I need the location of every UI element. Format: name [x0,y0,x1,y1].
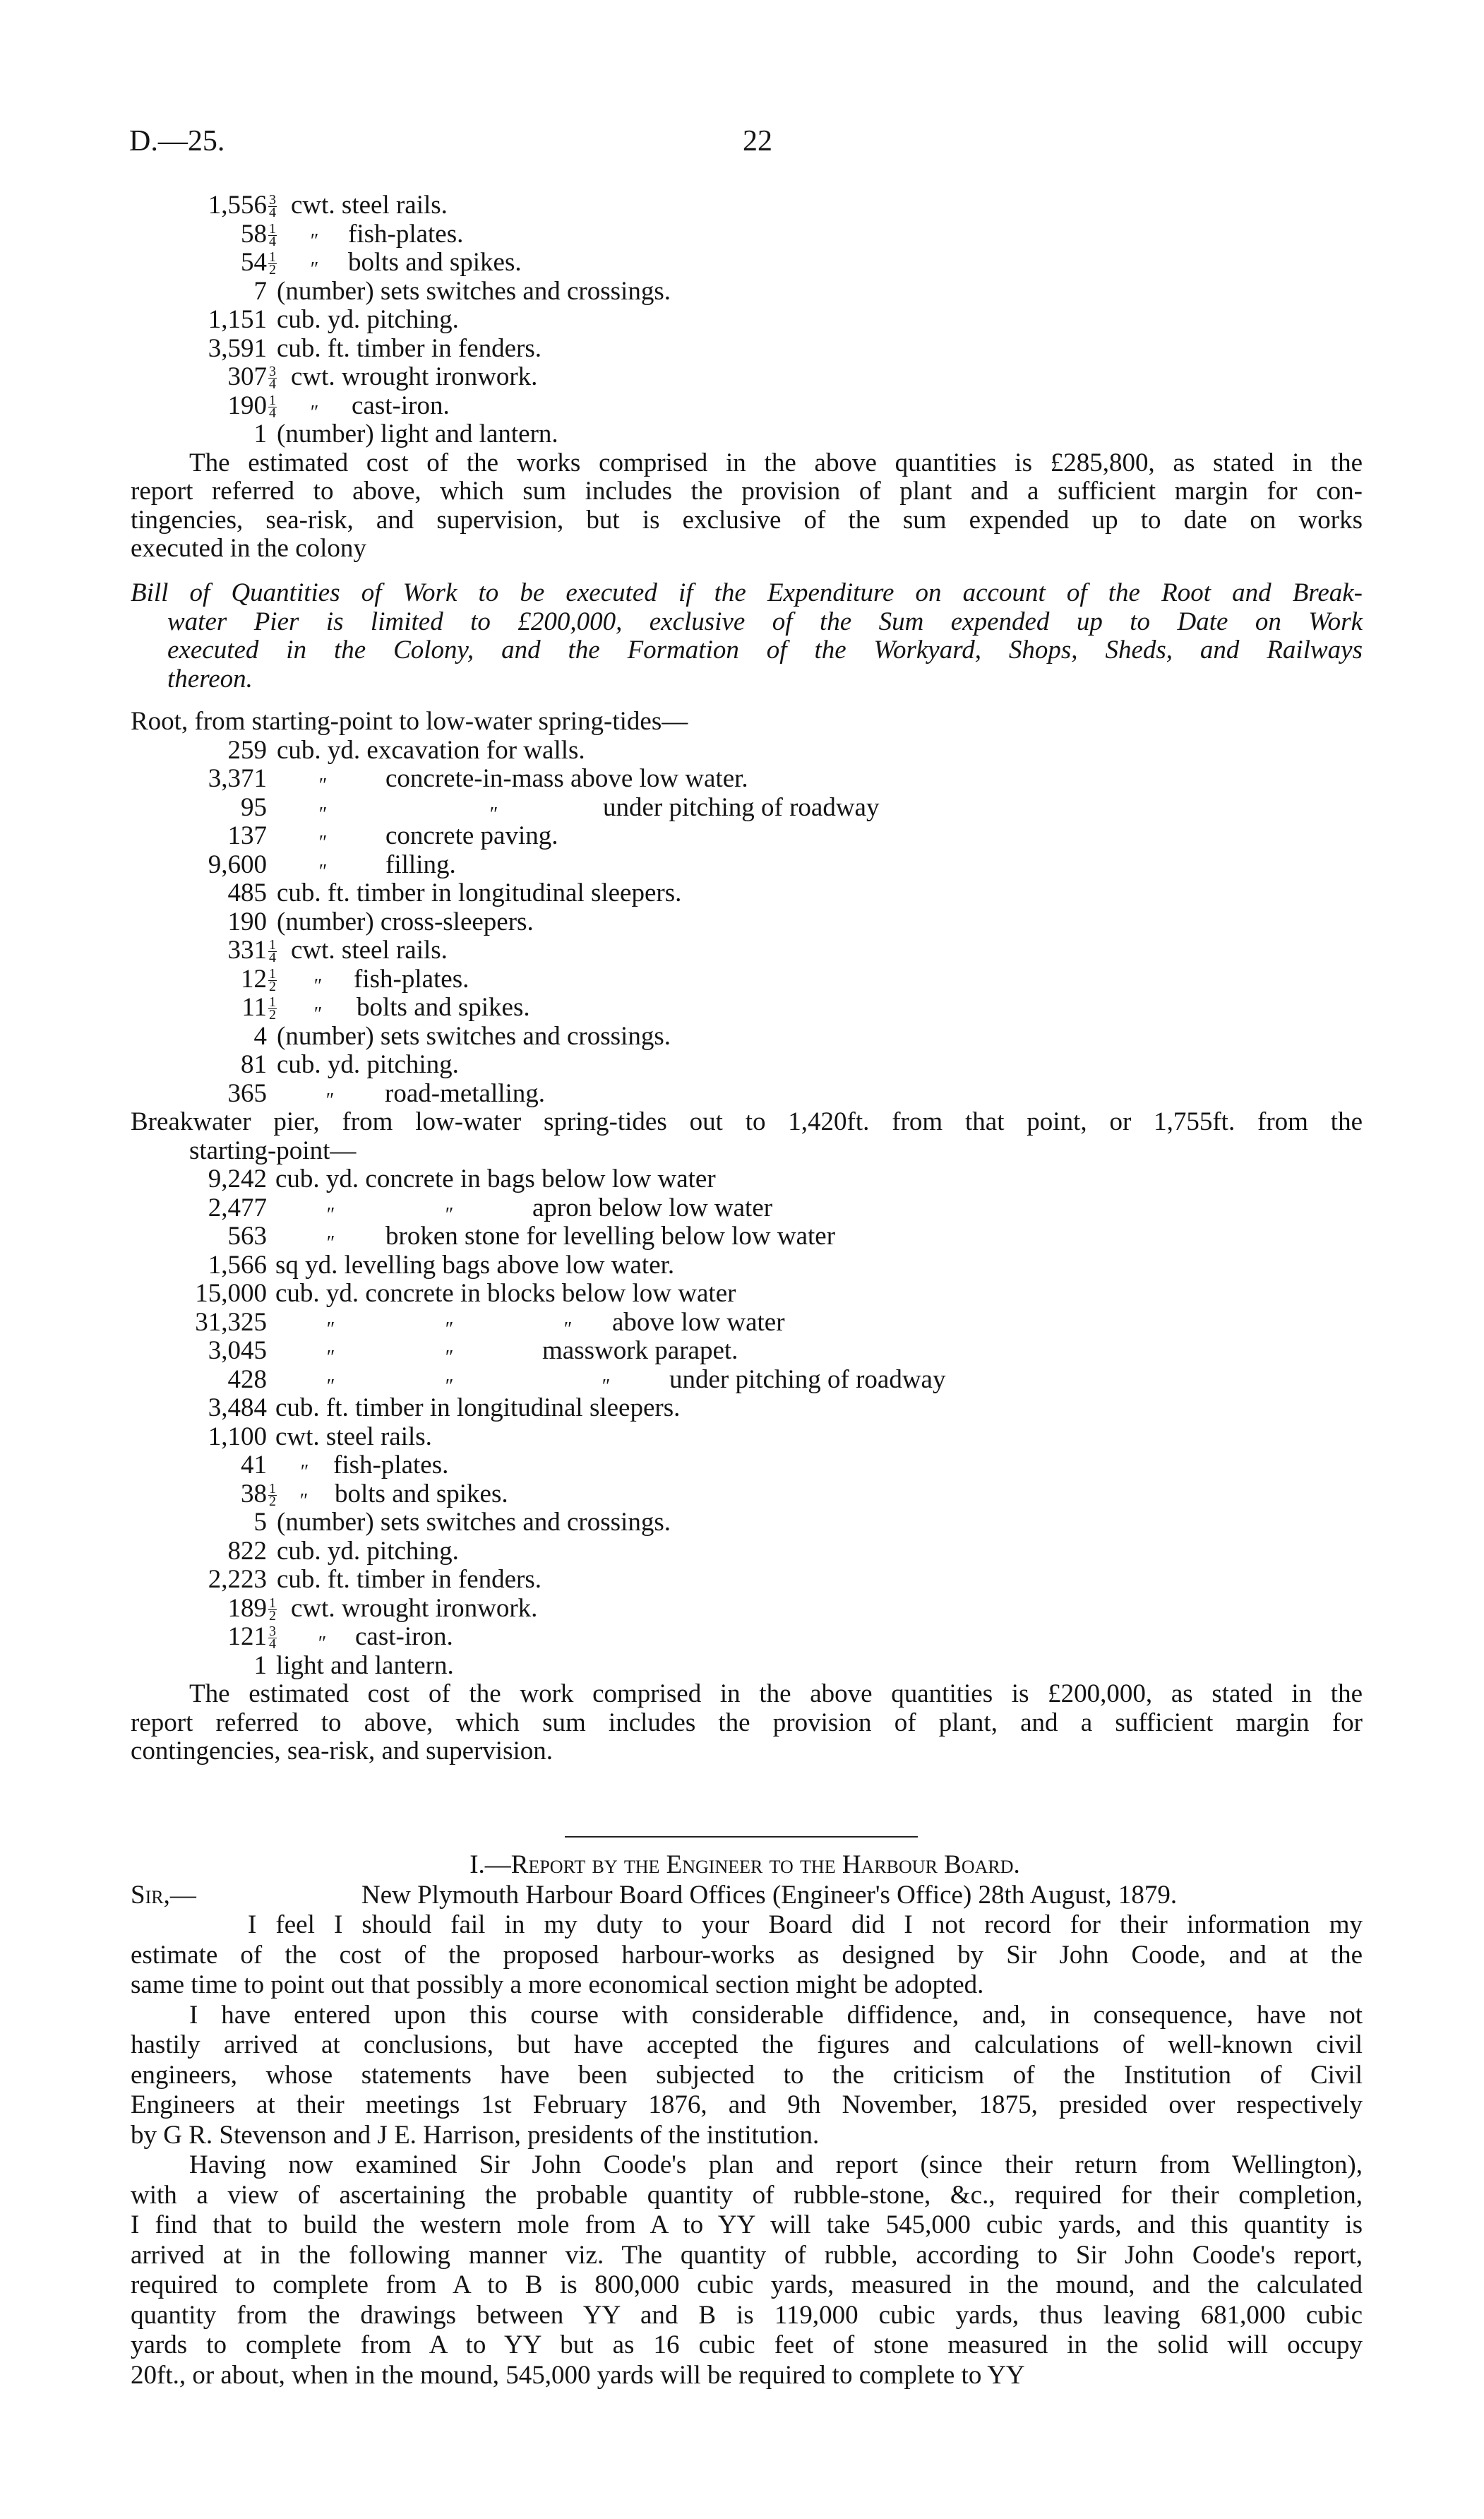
ditto-mark: ″ [444,1203,453,1226]
paragraph-line: tingencies, sea-risk, and supervision, but is exclusive of the sum expended up to date on works [131,505,1363,535]
fraction-denominator: 2 [269,978,276,994]
ditto-mark: ″ [313,1004,321,1025]
paragraph-line: with a view of ascertaining the probable quantity of rubble-stone, &c., required for their completion, [131,2180,1363,2210]
list-item [0,1566,1484,1594]
ditto-mark: ″ [309,230,318,252]
quantity-fraction [268,1626,277,1650]
quantity-fraction [268,1597,277,1622]
quantity-fraction [268,392,277,421]
item-description: (number) sets switches and crossings. [277,1021,671,1051]
quantity-fraction [268,965,277,994]
ditto-mark: ″ [318,775,326,797]
item-quantity: 822 [227,1536,267,1566]
ditto-mark: ″ [313,975,321,997]
item-quantity: 38 [241,1479,267,1508]
paragraph-line: thereon. [167,664,253,693]
list-item [0,1364,1484,1398]
ditto-mark: ″ [318,832,326,854]
list-item [0,879,1484,907]
quantity-fraction [268,251,277,276]
item-quantity: 3,591 [208,333,267,363]
list-item [0,1023,1484,1051]
item-description: under pitching of roadway [603,792,880,822]
fraction-denominator: 4 [269,1636,276,1652]
list-item [0,737,1484,765]
item-quantity: 2,477 [208,1193,267,1222]
item-quantity: 485 [227,879,267,907]
item-quantity: 1,100 [208,1422,267,1451]
ditto-mark: ″ [317,1633,325,1655]
item-quantity: 54 [241,248,267,277]
item-description: sq yd. levelling bags above low water. [275,1250,675,1280]
list-item [0,993,1484,1025]
item-quantity: 365 [227,1078,267,1108]
paragraph-line: Having now examined Sir John Coode's plan and report (since their return from Wellington), [189,2150,1363,2179]
paragraph-line: water Pier is limited to £200,000, exclusive of the Sum expended up to Date on Work [167,607,1363,636]
fraction-denominator: 2 [269,262,276,278]
list-item [0,1622,1484,1655]
item-quantity: 95 [241,792,267,822]
item-description: fish-plates. [348,219,464,249]
section-divider [565,1836,918,1838]
fraction-denominator: 4 [269,376,276,392]
salutation: Sir,— [131,1880,196,1910]
ditto-mark: ″ [309,258,318,280]
ditto-mark: ″ [318,803,326,826]
fraction-numerator: 1 [269,965,276,982]
list-item [0,850,1484,883]
quantity-fraction [268,1480,277,1509]
item-description: (number) light and lantern. [277,419,558,448]
item-quantity: 1 [253,419,267,448]
item-description: fish-plates. [333,1451,449,1479]
item-description: cwt. steel rails. [291,936,448,965]
item-quantity: 58 [241,219,267,249]
paragraph-line: I have entered upon this course with considerable diffidence, and, in consequence, have not [189,2000,1363,2030]
ditto-mark: ″ [309,401,318,424]
list-item [0,1051,1484,1079]
item-quantity: 189 [227,1593,267,1623]
fraction-numerator: 1 [269,937,276,953]
paragraph-line: starting-point— [189,1136,357,1165]
item-description: cwt. steel rails. [291,191,448,220]
item-description: (number) sets switches and crossings. [277,1508,671,1537]
quantity-fraction [268,194,277,219]
item-description: cwt. steel rails. [275,1422,432,1451]
list-item [0,1193,1484,1226]
ditto-mark: ″ [489,803,497,826]
paragraph-line: Bill of Quantities of Work to be executed if the Expenditure on account of the Root and Break- [131,578,1363,607]
item-quantity: 3,371 [208,764,267,793]
item-description: bolts and spikes. [348,248,522,277]
paragraph-line: by G R. Stevenson and J E. Harrison, presidents of the institution. [131,2120,820,2150]
fraction-denominator: 4 [269,950,276,965]
item-description: cub. ft. timber in longitudinal sleepers. [275,1393,681,1422]
fraction-numerator: 3 [269,192,276,208]
quantity-fraction [268,939,277,964]
item-description: cwt. wrought ironwork. [291,362,538,391]
item-description: cub. ft. timber in longitudinal sleepers. [277,879,682,907]
item-quantity: 12 [241,964,267,994]
list-item [0,335,1484,363]
list-item [0,363,1484,391]
fraction-denominator: 4 [269,205,276,220]
item-description: cub. yd. pitching. [277,305,459,334]
fraction-denominator: 4 [269,405,276,421]
paragraph-line: engineers, whose statements have been subjected to the criticism of the Institution of Civil [131,2060,1363,2090]
paragraph-line: required to complete from A to B is 800,000 cubic yards, measured in the mound, and the calculated [131,2270,1363,2299]
item-description: filling. [385,850,456,879]
item-description: fish-plates. [354,964,469,994]
ditto-mark: ″ [563,1318,571,1340]
fraction-numerator: 3 [269,1624,276,1639]
item-description: bolts and spikes. [335,1479,508,1508]
item-description: masswork parapet. [542,1336,738,1365]
item-description: above low water [612,1307,785,1337]
list-item [0,1595,1484,1623]
paragraph-line: hastily arrived at conclusions, but have accepted the figures and calculations of well-known civil [131,2030,1363,2059]
fraction-numerator: 1 [269,392,276,408]
list-item [0,191,1484,220]
item-quantity: 41 [241,1451,267,1479]
list-item [0,1078,1484,1112]
item-description: cub. yd. excavation for walls. [277,735,585,765]
list-item [0,1307,1484,1340]
list-item [0,278,1484,306]
ditto-mark: ″ [325,1347,334,1369]
item-quantity: 15,000 [195,1279,267,1308]
item-description: concrete-in-mass above low water. [385,764,748,793]
ditto-mark: ″ [325,1375,334,1398]
item-quantity: 2,223 [208,1565,267,1594]
item-quantity: 1,566 [208,1250,267,1280]
item-quantity: 3,045 [208,1336,267,1365]
list-item [0,1537,1484,1566]
dateline: New Plymouth Harbour Board Offices (Engineer's Office) 28th August, 1879. [361,1880,1178,1910]
paragraph-line: Breakwater pier, from low-water spring-tides out to 1,420ft. from that point, or 1,755ft. from the [131,1107,1363,1136]
list-item [0,964,1484,997]
ditto-mark: ″ [299,1461,308,1483]
fraction-numerator: 1 [269,220,276,237]
list-item [0,1451,1484,1483]
item-description: cub. yd. concrete in bags below low water [275,1165,716,1193]
item-quantity: 121 [227,1622,267,1651]
ditto-mark: ″ [318,860,326,883]
paragraph-line: Engineers at their meetings 1st February 1876, and 9th November, 1875, presided over respectively [131,2090,1363,2119]
list-item [0,391,1484,424]
paragraph-line: arrived at in the following manner viz. The quantity of rubble, according to Sir John Coode's report, [131,2240,1363,2270]
list-item [0,1423,1484,1451]
list-item [0,1280,1484,1308]
item-description: under pitching of roadway [669,1364,946,1394]
item-description: (number) sets switches and crossings. [277,276,671,306]
paragraph-line: 20ft., or about, when in the mound, 545,000 yards will be required to complete to YY [131,2360,1025,2390]
paragraph-line: report referred to above, which sum includes the provision of plant, and a sufficient margin for [131,1708,1363,1737]
paragraph-line: The estimated cost of the works comprised in the above quantities is £285,800, as stated in the [189,448,1363,477]
quantity-fraction [268,996,277,1021]
paragraph-line: quantity from the drawings between YY and B is 119,000 cubic yards, thus leaving 681,000 cubic [131,2300,1363,2330]
item-description: bolts and spikes. [357,993,530,1022]
ditto-mark: ″ [601,1375,609,1398]
item-quantity: 31,325 [195,1307,267,1337]
list-item [0,1394,1484,1422]
section-heading-root: Root, from starting-point to low-water spring-tides— [131,707,688,736]
item-quantity: 1,151 [208,305,267,334]
list-item [0,1251,1484,1280]
fraction-numerator: 1 [269,994,276,1010]
quantity-fraction [268,366,277,391]
item-quantity: 137 [227,821,267,850]
item-description: cub. yd. pitching. [277,1050,459,1079]
report-heading: I.—Report by the Engineer to the Harbour Board. [469,1850,1020,1879]
item-description: cast-iron. [355,1622,453,1651]
ditto-mark: ″ [325,1203,334,1226]
ditto-mark: ″ [299,1489,307,1512]
list-item [0,792,1484,826]
item-description: light and lantern. [276,1650,454,1680]
list-item [0,908,1484,936]
paragraph-line: report referred to above, which sum includes the provision of plant and a sufficient margin for con- [131,477,1363,506]
item-quantity: 81 [241,1050,267,1079]
item-quantity: 563 [227,1222,267,1251]
list-item [0,936,1484,965]
fraction-denominator: 4 [269,233,276,249]
item-quantity: 307 [227,362,267,391]
list-item [0,1222,1484,1254]
item-quantity: 259 [227,735,267,765]
ditto-mark: ″ [444,1375,453,1398]
paragraph-line: yards to complete from A to YY but as 16 cubic feet of stone measured in the solid will occupy [131,2330,1363,2359]
item-quantity: 5 [253,1508,267,1537]
ditto-mark: ″ [444,1347,453,1369]
paragraph-line: executed in the Colony, and the Formation of the Workyard, Shops, Sheds, and Railways [167,636,1363,665]
paragraph-line: estimate of the cost of the proposed harbour-works as designed by Sir John Coode, and at the [131,1940,1363,1970]
ditto-mark: ″ [325,1318,334,1340]
paragraph-line: same time to point out that possibly a more economical section might be adopted. [131,1970,984,1999]
ditto-mark: ″ [325,1089,333,1112]
list-item [0,764,1484,797]
item-description: cub. ft. timber in fenders. [277,1565,542,1594]
item-description: apron below low water [532,1193,773,1222]
item-quantity: 11 [241,993,267,1022]
fraction-numerator: 1 [269,1595,276,1611]
item-quantity: 428 [227,1364,267,1394]
item-description: cwt. wrought ironwork. [291,1593,538,1623]
item-quantity: 1 [253,1650,267,1680]
fraction-denominator: 2 [269,1607,276,1624]
fraction-numerator: 1 [269,249,276,265]
paragraph-line: I feel I should fail in my duty to your Board did I not record for their information my [248,1910,1363,1939]
list-item [0,1479,1484,1512]
list-item [0,1652,1484,1680]
item-quantity: 190 [227,391,267,420]
ditto-mark: ″ [325,1232,334,1254]
list-item [0,821,1484,854]
item-quantity: 331 [227,936,267,965]
paragraph-line: The estimated cost of the work comprised in the above quantities is £200,000, as stated in the [189,1679,1363,1708]
item-description: cast-iron. [352,391,450,420]
list-item [0,420,1484,448]
paragraph-line: I find that to build the western mole from A to YY will take 545,000 cubic yards, and this quantity is [131,2210,1363,2239]
quantity-fraction [268,220,277,249]
fraction-numerator: 1 [269,1480,276,1496]
paragraph-line: contingencies, sea-risk, and supervision. [131,1737,553,1765]
item-quantity: 3,484 [208,1393,267,1422]
item-description: concrete paving. [385,821,558,850]
list-item [0,1336,1484,1369]
ditto-mark: ″ [444,1318,453,1340]
fraction-numerator: 3 [269,364,276,379]
page-number: 22 [743,125,772,157]
item-description: (number) cross-sleepers. [277,907,534,936]
paragraph-line: executed in the colony [131,534,366,563]
item-description: cub. ft. timber in fenders. [277,333,542,363]
list-item [0,219,1484,252]
list-item [0,1165,1484,1193]
item-quantity: 1,556 [208,191,267,220]
item-description: cub. yd. pitching. [277,1536,459,1566]
item-quantity: 190 [227,907,267,936]
item-quantity: 7 [253,276,267,306]
list-item [0,306,1484,334]
item-quantity: 9,242 [208,1165,267,1193]
list-item [0,248,1484,280]
document-reference: D.—25. [129,125,225,157]
item-quantity: 9,600 [208,850,267,879]
list-item [0,1508,1484,1537]
fraction-denominator: 2 [269,1007,276,1023]
item-description: broken stone for levelling below low water [385,1222,836,1251]
item-description: road-metalling. [385,1078,546,1108]
fraction-denominator: 2 [269,1493,276,1509]
item-quantity: 4 [253,1021,267,1051]
item-description: cub. yd. concrete in blocks below low water [275,1279,736,1308]
